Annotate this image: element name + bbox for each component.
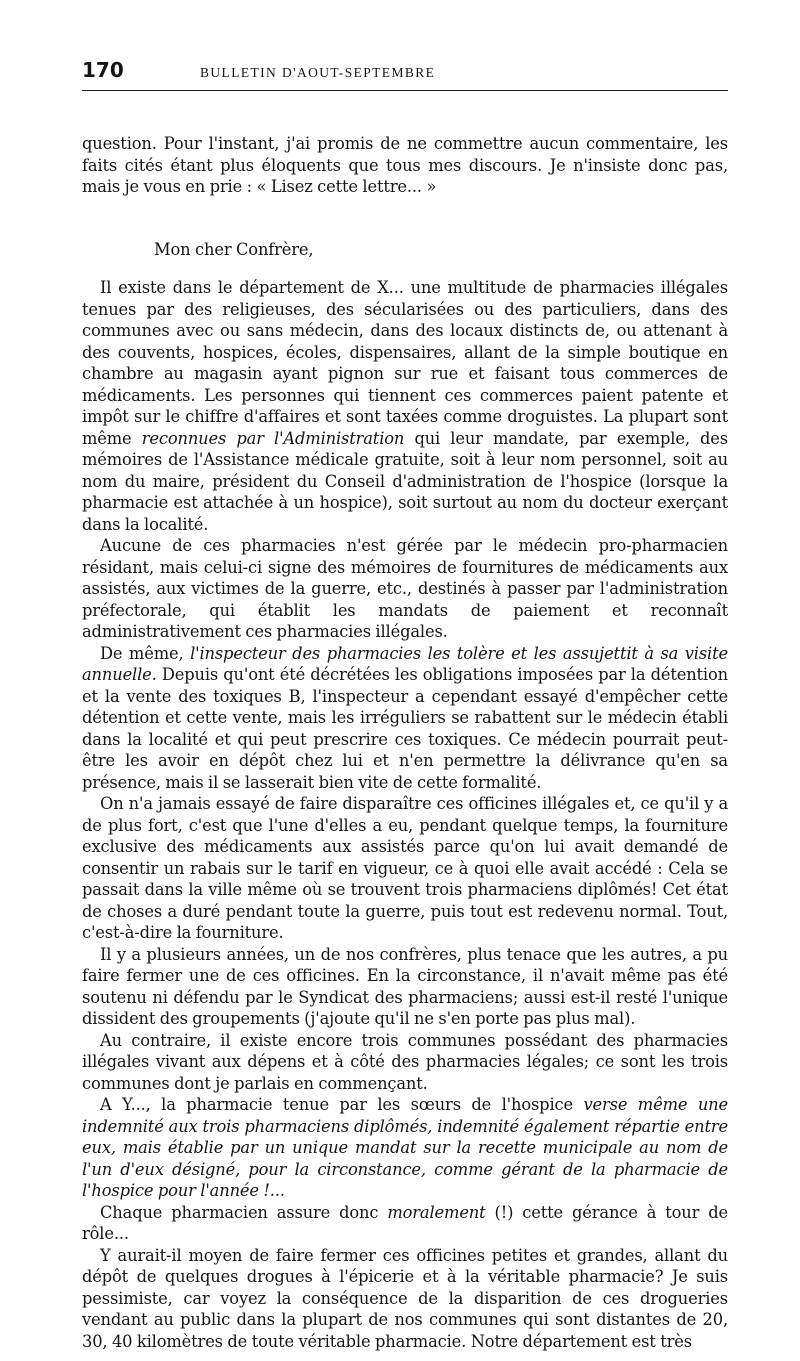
page-number: 170	[82, 58, 124, 82]
emphasis: moralement	[387, 1202, 486, 1222]
paragraph: Y aurait-il moyen de faire fermer ces officines petites et grandes, allant du dépôt de quelques drogues à l'épicerie et à la véritable pharmacie? Je suis pessimiste, car voyez la conséquence de la disparition de ces drogueries vendant au public dans la plupart de nos communes qui sont distantes de 20, 30, 40 kilomètres de toute véritable pharmacie. Notre département est très	[82, 1245, 728, 1351]
paragraph: De même, l'inspecteur des pharmacies les tolère et les assujettit à sa visite annuelle. Depuis qu'ont été décrétées les obligations imposées par la détention et la vente des toxiques B, l'inspecteur a cependant essayé d'empêcher cette détention et cette vente, mais les irréguliers se rabattent sur le médecin établi dans la localité et qui peut prescrire ces toxiques. Ce médecin pourrait peut-être les avoir en dépôt chez lui et n'en permettre la délivrance qu'en sa présence, mais il se lasserait bien vite de cette formalité.	[82, 643, 728, 792]
emphasis: verse même une indemnité aux trois pharmaciens diplômés, indemnité également répartie entre eux, mais établie par un unique mandat sur la recette municipale au nom de l'un d'eux désigné, pour la circonstance, comme gérant de la pharmacie de l'hospice pour l'année !...	[82, 1095, 728, 1200]
emphasis: reconnues par l'Administration	[141, 428, 405, 448]
letter-body	[82, 133, 728, 1352]
paragraph: On n'a jamais essayé de faire disparaître ces officines illégales et, ce qu'il y a de plus fort, c'est que l'une d'elles a eu, pendant quelque temps, la fourniture exclusive des médicaments aux assistés parce qu'on lui avait demandé de consentir un rabais sur le tarif en vigueur, ce à quoi elle avait accédé : Cela se passait dans la ville même où se trouvent trois pharmaciens diplômés! Cet état de choses a duré pendant toute la guerre, puis tout est redevenu normal. Tout, c'est-à-dire la fourniture.	[82, 794, 728, 942]
paragraph: Au contraire, il existe encore trois communes possédant des pharmacies illégales vivant aux dépens et à côté des pharmacies légales; ce sont les trois communes dont je parlais en commençant.	[82, 1030, 728, 1093]
paragraph: A Y..., la pharmacie tenue par les sœurs de l'hospice verse même une indemnité aux trois pharmaciens diplômés, indemnité également répartie entre eux, mais établie par un unique mandat sur la recette municipale au nom de l'un d'eux désigné, pour la circonstance, comme gérant de la pharmacie de l'hospice pour l'année !...	[82, 1095, 728, 1200]
emphasis: l'inspecteur des pharmacies les tolère et les assujettit à sa visite annuelle.	[82, 643, 728, 684]
paragraph: Chaque pharmacien assure donc moralement (!) cette gérance à tour de rôle...	[82, 1202, 729, 1243]
salutation: Mon cher Confrère,	[154, 239, 314, 259]
paragraph: Il existe dans le département de X... une multitude de pharmacies illégales tenues par des religieuses, des sécularisées ou des particuliers, dans des communes avec ou sans médecin, dans des locaux distincts de, ou attenant à des couvents, hospices, écoles, dispensaires, allant de la simple boutique en chambre au magasin ayant pignon sur rue et faisant tous commerces de médicaments. Les personnes qui tiennent ces commerces paient patente et impôt sur le chiffre d'affaires et sont taxées comme droguistes. La plupart sont même reconnues par l'Administration qui leur mandate, par exemple, des mémoires de l'Assistance médicale gratuite, soit à leur nom personnel, soit au nom du maire, président du Conseil d'administration de l'hospice (lorsque la pharmacie est attachée à un hospice), soit surtout au nom du docteur exerçant dans la localité.	[82, 278, 728, 534]
paragraph: Il y a plusieurs années, un de nos confrères, plus tenace que les autres, a pu faire fermer une de ces officines. En la circonstance, il n'avait même pas été soutenu ni défendu par le Syndicat des pharmaciens; aussi est-il resté l'unique dissident des groupements (j'ajoute qu'il ne s'en porte pas plus mal).	[82, 944, 728, 1028]
document-page	[82, 58, 728, 1352]
running-title: BULLETIN D'AOUT-SEPTEMBRE	[200, 65, 436, 80]
paragraph: Aucune de ces pharmacies n'est gérée par le médecin pro-pharmacien résidant, mais celui-ci signe des mémoires de fournitures de médicaments aux assistés, aux victimes de la guerre, etc., destinés à passer par l'administration préfectorale, qui établit les mandats de paiement et reconnaît administrativement ces pharmacies illégales.	[82, 536, 728, 641]
running-header	[82, 58, 728, 91]
paragraph: question. Pour l'instant, j'ai promis de ne commettre aucun commentaire, les faits cités étant plus éloquents que tous mes discours. Je n'insiste donc pas, mais je vous en prie : « Lisez cette lettre... »	[82, 134, 728, 196]
